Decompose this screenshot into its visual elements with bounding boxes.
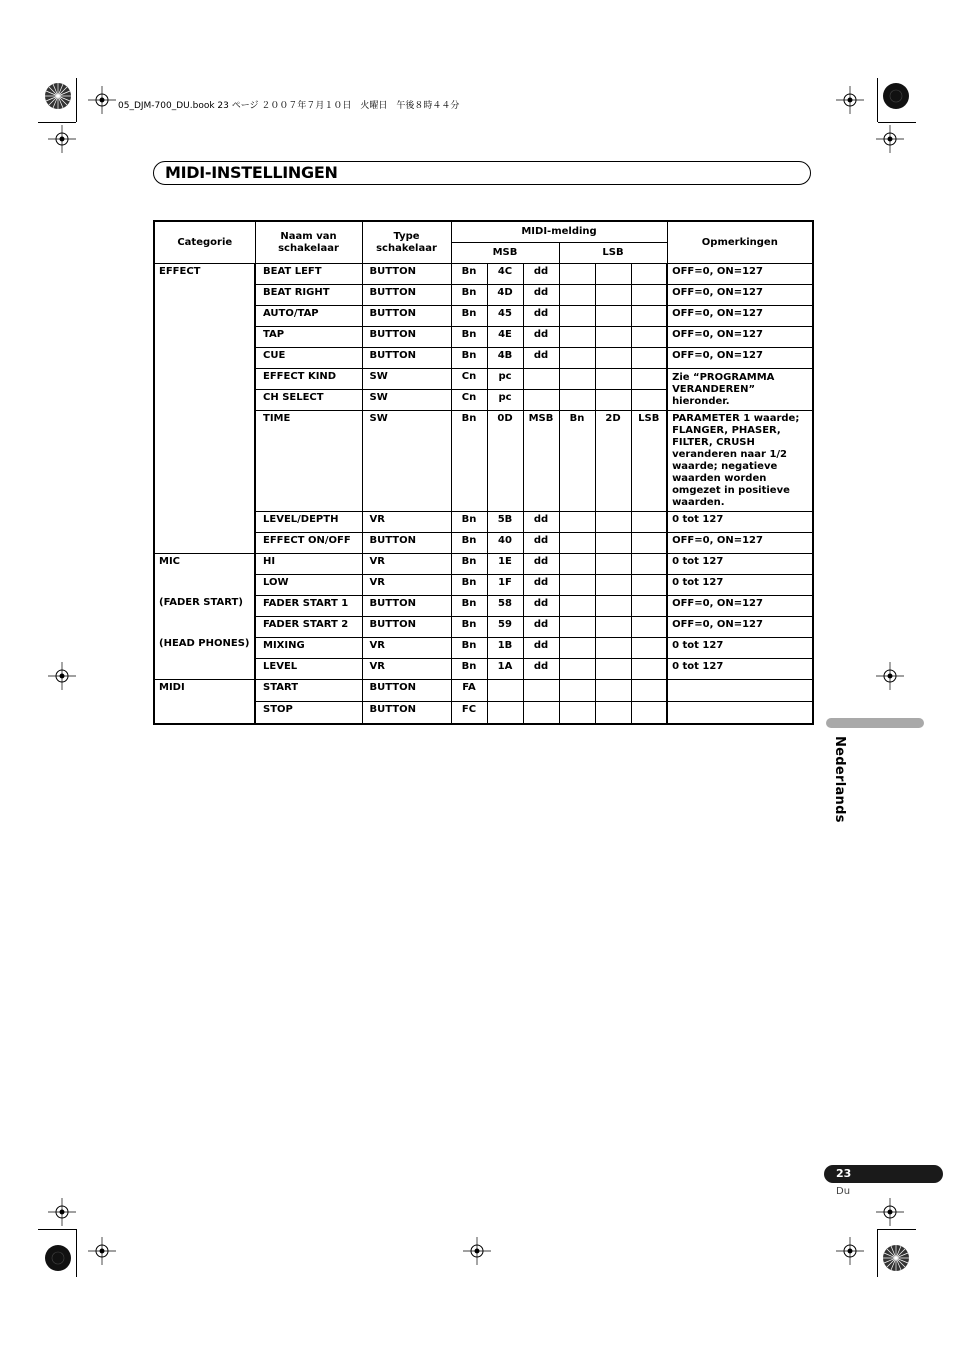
cell-m3 [523, 701, 559, 723]
crosshair-icon [876, 662, 904, 690]
cell-l2: 2D [595, 411, 631, 512]
category-label [159, 286, 250, 306]
cell-m2: 45 [487, 306, 523, 327]
registration-mark [40, 1240, 76, 1276]
category-cell [154, 264, 255, 554]
category-label: EFFECT [159, 266, 201, 277]
cell-m3: dd [523, 575, 559, 596]
category-cell [154, 680, 255, 724]
cell-l2 [595, 327, 631, 348]
cell-name: EFFECT KIND [255, 369, 362, 390]
crop-mark [877, 1229, 878, 1277]
cell-l3 [631, 327, 667, 348]
cell-l3 [631, 512, 667, 533]
midi-table [153, 220, 814, 725]
cell-m1: Bn [451, 617, 487, 638]
cell-type: SW [362, 369, 451, 390]
cell-l2 [595, 512, 631, 533]
cell-note: OFF=0, ON=127 [667, 264, 813, 285]
cell-l2 [595, 659, 631, 680]
cell-m1: Bn [451, 659, 487, 680]
cell-l1 [559, 264, 595, 285]
cell-note: Zie “PROGRAMMA VERANDEREN” hieronder. [667, 369, 813, 411]
cell-l1 [559, 390, 595, 411]
crosshair-icon [88, 1237, 116, 1265]
cell-l1 [559, 701, 595, 723]
cell-l1 [559, 533, 595, 554]
cell-l1 [559, 285, 595, 306]
crop-mark [38, 122, 76, 123]
cell-l2 [595, 285, 631, 306]
cell-m3 [523, 369, 559, 390]
cell-l1 [559, 306, 595, 327]
cell-m2: pc [487, 390, 523, 411]
cell-type: BUTTON [362, 306, 451, 327]
cell-l3 [631, 369, 667, 390]
header-categorie: Categorie [154, 221, 255, 264]
crosshair-icon [88, 86, 116, 114]
page-number: 23 [836, 1167, 852, 1180]
cell-m2: 5B [487, 512, 523, 533]
cell-m3: dd [523, 264, 559, 285]
cell-m2 [487, 680, 523, 702]
cell-name: BEAT LEFT [255, 264, 362, 285]
cell-l2 [595, 701, 631, 723]
category-label [159, 307, 250, 327]
crop-mark [76, 78, 77, 122]
cell-m3 [523, 390, 559, 411]
cell-l2 [595, 638, 631, 659]
cell-m1: Bn [451, 533, 487, 554]
cell-type: BUTTON [362, 327, 451, 348]
cell-name: FADER START 2 [255, 617, 362, 638]
cell-m3: MSB [523, 411, 559, 512]
cell-m3: dd [523, 659, 559, 680]
cell-l1 [559, 596, 595, 617]
cell-m2: 4D [487, 285, 523, 306]
cell-l1 [559, 575, 595, 596]
cell-m1: Bn [451, 306, 487, 327]
cell-l3 [631, 348, 667, 369]
cell-m3: dd [523, 512, 559, 533]
cell-m1: FC [451, 701, 487, 723]
cell-type: BUTTON [362, 264, 451, 285]
cell-note: OFF=0, ON=127 [667, 596, 813, 617]
cell-m2: 1B [487, 638, 523, 659]
category-label [159, 576, 250, 596]
cell-name: AUTO/TAP [255, 306, 362, 327]
cell-m1: Bn [451, 638, 487, 659]
cell-l1 [559, 512, 595, 533]
cell-l1 [559, 369, 595, 390]
cell-note: OFF=0, ON=127 [667, 306, 813, 327]
header-opmerkingen: Opmerkingen [667, 221, 813, 264]
cell-name: BEAT RIGHT [255, 285, 362, 306]
crosshair-icon [48, 125, 76, 153]
cell-name: LOW [255, 575, 362, 596]
category-label: (FADER START) [159, 596, 243, 608]
cell-name: START [255, 680, 362, 702]
category-label [159, 368, 250, 388]
cell-name: LEVEL/DEPTH [255, 512, 362, 533]
cell-type: VR [362, 512, 451, 533]
cell-m3: dd [523, 327, 559, 348]
cell-l2 [595, 617, 631, 638]
cell-l2 [595, 264, 631, 285]
cell-l2 [595, 554, 631, 575]
cell-m2: 58 [487, 596, 523, 617]
cell-l3 [631, 390, 667, 411]
cell-l3 [631, 638, 667, 659]
cell-m3: dd [523, 596, 559, 617]
cell-m1: Cn [451, 369, 487, 390]
cell-note: OFF=0, ON=127 [667, 348, 813, 369]
cell-name: TIME [255, 411, 362, 512]
language-tab [826, 718, 924, 728]
cell-type: BUTTON [362, 617, 451, 638]
crop-mark [878, 122, 916, 123]
cell-type: BUTTON [362, 533, 451, 554]
crosshair-icon [876, 125, 904, 153]
category-label [159, 327, 250, 347]
category-label: MIC [159, 556, 181, 567]
cell-l1 [559, 659, 595, 680]
category-label [159, 658, 250, 678]
category-label [159, 511, 250, 531]
cell-note: OFF=0, ON=127 [667, 533, 813, 554]
cell-m2: 1E [487, 554, 523, 575]
cell-l3 [631, 659, 667, 680]
header-lsb: LSB [559, 243, 667, 264]
cell-note [667, 680, 813, 702]
cell-type: SW [362, 390, 451, 411]
cell-name: HI [255, 554, 362, 575]
cell-name: LEVEL [255, 659, 362, 680]
cell-m1: FA [451, 680, 487, 702]
cell-note: 0 tot 127 [667, 554, 813, 575]
cell-note: OFF=0, ON=127 [667, 617, 813, 638]
category-label: MIDI [159, 682, 185, 693]
cell-type: BUTTON [362, 348, 451, 369]
crosshair-icon [876, 1198, 904, 1226]
cell-m3: dd [523, 638, 559, 659]
cell-type: BUTTON [362, 285, 451, 306]
cell-m2: pc [487, 369, 523, 390]
category-label [159, 348, 250, 368]
cell-note [667, 701, 813, 723]
cell-name: CH SELECT [255, 390, 362, 411]
cell-m3: dd [523, 306, 559, 327]
cell-note: 0 tot 127 [667, 575, 813, 596]
crop-mark [877, 78, 878, 122]
header-naam: Naam van schakelaar [255, 221, 362, 264]
cell-l2 [595, 369, 631, 390]
cell-l2 [595, 575, 631, 596]
cell-m1: Bn [451, 554, 487, 575]
cell-name: TAP [255, 327, 362, 348]
cell-name: FADER START 1 [255, 596, 362, 617]
cell-l1: Bn [559, 411, 595, 512]
cell-l3 [631, 575, 667, 596]
cell-l3 [631, 617, 667, 638]
cell-name: STOP [255, 701, 362, 723]
cell-type: VR [362, 554, 451, 575]
category-label: (HEAD PHONES) [159, 637, 250, 649]
cell-note: 0 tot 127 [667, 512, 813, 533]
cell-l3 [631, 554, 667, 575]
cell-l3 [631, 306, 667, 327]
category-label [159, 617, 250, 637]
cell-type: VR [362, 659, 451, 680]
cell-l1 [559, 554, 595, 575]
category-cell [154, 554, 255, 680]
crop-mark [878, 1229, 916, 1230]
cell-l3 [631, 680, 667, 702]
cell-m1: Bn [451, 596, 487, 617]
cell-type: SW [362, 411, 451, 512]
cell-type: BUTTON [362, 596, 451, 617]
cell-type: VR [362, 638, 451, 659]
cell-l1 [559, 327, 595, 348]
cell-l3 [631, 285, 667, 306]
registration-mark [878, 1240, 914, 1276]
registration-mark [40, 78, 76, 114]
crosshair-icon [48, 662, 76, 690]
cell-note: OFF=0, ON=127 [667, 285, 813, 306]
cell-m2 [487, 701, 523, 723]
category-label [159, 409, 250, 491]
language-label: Nederlands [832, 736, 847, 823]
cell-m2: 40 [487, 533, 523, 554]
cell-m2: 1A [487, 659, 523, 680]
cell-m1: Bn [451, 348, 487, 369]
table-row [154, 264, 813, 285]
category-label [159, 388, 250, 408]
crop-mark [76, 1229, 77, 1277]
section-title-bar [153, 161, 811, 185]
cell-l2 [595, 596, 631, 617]
cell-m2: 0D [487, 411, 523, 512]
cell-l3 [631, 533, 667, 554]
page-language-code: Du [836, 1186, 851, 1197]
crosshair-icon [48, 1198, 76, 1226]
cell-note: PARAMETER 1 waarde; FLANGER, PHASER, FILTER, CRUSH veranderen naar 1/2 waarde; negatieve waarden worden omgezet in positieve waarden. [667, 411, 813, 512]
cell-m3: dd [523, 348, 559, 369]
cell-name: MIXING [255, 638, 362, 659]
cell-m3 [523, 680, 559, 702]
cell-l3 [631, 264, 667, 285]
cell-type: VR [362, 575, 451, 596]
cell-l2 [595, 348, 631, 369]
table-row [154, 554, 813, 575]
cell-m1: Bn [451, 411, 487, 512]
cell-m2: 4C [487, 264, 523, 285]
cell-l2 [595, 533, 631, 554]
cell-m1: Bn [451, 512, 487, 533]
cell-m1: Bn [451, 285, 487, 306]
cell-type: BUTTON [362, 701, 451, 723]
cell-m2: 4E [487, 327, 523, 348]
header-msb: MSB [451, 243, 559, 264]
cell-l1 [559, 680, 595, 702]
cell-m1: Bn [451, 575, 487, 596]
cell-m2: 59 [487, 617, 523, 638]
section-title: MIDI-INSTELLINGEN [165, 163, 338, 182]
cell-m3: dd [523, 617, 559, 638]
cell-m2: 4B [487, 348, 523, 369]
cell-name: CUE [255, 348, 362, 369]
cell-l2 [595, 680, 631, 702]
cell-l1 [559, 638, 595, 659]
category-label [159, 702, 250, 722]
cell-note: 0 tot 127 [667, 659, 813, 680]
cell-l3 [631, 596, 667, 617]
cell-m1: Cn [451, 390, 487, 411]
category-label [159, 491, 250, 511]
cell-m1: Bn [451, 264, 487, 285]
cell-note: OFF=0, ON=127 [667, 327, 813, 348]
cell-l1 [559, 348, 595, 369]
cell-m3: dd [523, 533, 559, 554]
registration-mark [878, 78, 914, 114]
cell-m1: Bn [451, 327, 487, 348]
cell-note: 0 tot 127 [667, 638, 813, 659]
cell-l1 [559, 617, 595, 638]
header-type: Type schakelaar [362, 221, 451, 264]
cell-m3: dd [523, 554, 559, 575]
cell-m2: 1F [487, 575, 523, 596]
crosshair-icon [463, 1237, 491, 1265]
cell-l3 [631, 701, 667, 723]
cell-name: EFFECT ON/OFF [255, 533, 362, 554]
crosshair-icon [836, 1237, 864, 1265]
cell-l2 [595, 390, 631, 411]
cell-m3: dd [523, 285, 559, 306]
cell-type: BUTTON [362, 680, 451, 702]
crop-mark [38, 1229, 76, 1230]
header-midi-melding: MIDI-melding [451, 221, 667, 243]
cell-l3: LSB [631, 411, 667, 512]
table-row [154, 680, 813, 702]
midi-table-body [154, 264, 813, 724]
file-header: 05_DJM-700_DU.book 23 ページ ２００７年７月１０日 火曜日 午後８時４４分 [118, 101, 460, 111]
crosshair-icon [836, 86, 864, 114]
cell-l2 [595, 306, 631, 327]
